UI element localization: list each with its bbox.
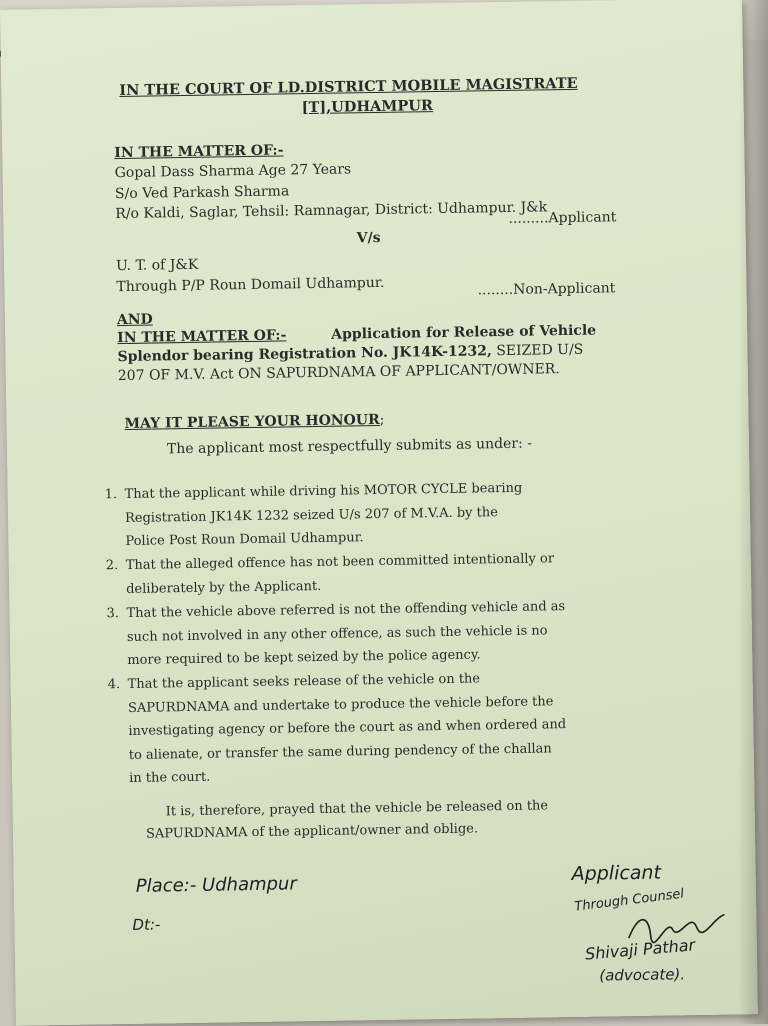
respondent-through: Through P/P Roun Domail Udhampur. [116, 274, 385, 296]
point-text [126, 594, 637, 673]
handwritten-through-counsel: Through Counsel [573, 886, 685, 915]
matter-heading: IN THE MATTER OF:- [114, 142, 284, 162]
signature-name: Shivaji Pathar [584, 935, 696, 964]
point-line: SAPURDNAMA and undertake to produce the vehicle before the [127, 693, 554, 716]
point-line: Police Post Roun Domail Udhampur. [125, 530, 364, 549]
respondent-role: ........Non-Applicant [477, 280, 616, 299]
and-label: AND [116, 311, 153, 329]
handwritten-place: Place:- Udhampur [135, 873, 297, 897]
prayer-line2: SAPURDNAMA of the applicant/owner and oblige. [145, 821, 479, 842]
point-line: such not involved in any other offence, as such the vehicle is no [126, 622, 548, 645]
point-line: to alienate, or transfer the same during pendency of the challan [128, 740, 552, 763]
point-line: in the court. [129, 769, 211, 786]
point-text [127, 665, 639, 790]
list-item-2 [106, 546, 637, 602]
point-line: That the applicant while driving his MOTOR CYCLE bearing [124, 480, 523, 502]
point-line: Registration JK14K 1232 seized U/s 207 of M.V.A. by the [124, 504, 499, 526]
point-number: 3. [106, 606, 120, 622]
point-number: 4. [107, 677, 121, 693]
point-text [126, 546, 637, 601]
signature-flourish [620, 907, 731, 949]
handwritten-date: Dt:- [132, 915, 161, 934]
and-matter-heading: IN THE MATTER OF:- [117, 327, 287, 347]
point-line: investigating agency or before the court as and when ordered and [128, 717, 567, 739]
handwritten-designation: (advocate). [599, 965, 686, 985]
point-line: That the alleged offence has not been committed intentionally or [125, 551, 555, 573]
applicant-address: R/o Kaldi, Saglar, Tehsil: Ramnagar, District: Udhampur. J&k [115, 199, 548, 223]
court-title-line2: [T],UDHAMPUR [301, 97, 434, 117]
point-line: deliberately by the Applicant. [126, 578, 322, 597]
list-item-3 [106, 594, 637, 674]
applicant-father: S/o Ved Parkash Sharma [114, 183, 290, 203]
list-item-1 [105, 475, 636, 555]
point-text [125, 475, 636, 554]
point-number: 1. [104, 487, 118, 503]
point-number: 2. [105, 558, 119, 574]
versus-label: V/s [356, 229, 381, 247]
subject-line1: Application for Release of Vehicle [331, 322, 597, 343]
honour-heading-text: MAY IT PLEASE YOUR HONOUR [124, 411, 380, 432]
honour-heading [124, 412, 384, 432]
list-item-4 [107, 665, 639, 793]
applicant-name: Gopal Dass Sharma Age 27 Years [114, 161, 352, 182]
subject-seized: SEIZED U/S [491, 341, 584, 360]
subject-registration: Splendor bearing Registration No. JK14K-1232, [117, 343, 492, 366]
prayer-line1: It is, therefore, prayed that the vehicle be released on the [165, 798, 549, 820]
page-edge-shadow [738, 0, 768, 1024]
intro-line: The applicant most respectfully submits as under: - [166, 435, 533, 458]
court-title-line1: IN THE COURT OF LD.DISTRICT MOBILE MAGISTRATE [119, 74, 578, 100]
point-line: That the vehicle above referred is not the offending vehicle and as [126, 599, 566, 621]
applicant-role: .........Applicant [508, 209, 617, 227]
point-line: more required to be kept seized by the police agency. [127, 647, 481, 668]
honour-semicolon: ; [379, 411, 385, 428]
respondent-name: U. T. of J&K [115, 256, 199, 275]
subject-line3: 207 OF M.V. Act ON SAPURDNAMA OF APPLICANT/OWNER. [117, 361, 560, 385]
handwritten-applicant: Applicant [571, 861, 662, 886]
point-line: That the applicant seeks release of the vehicle on the [127, 671, 481, 692]
